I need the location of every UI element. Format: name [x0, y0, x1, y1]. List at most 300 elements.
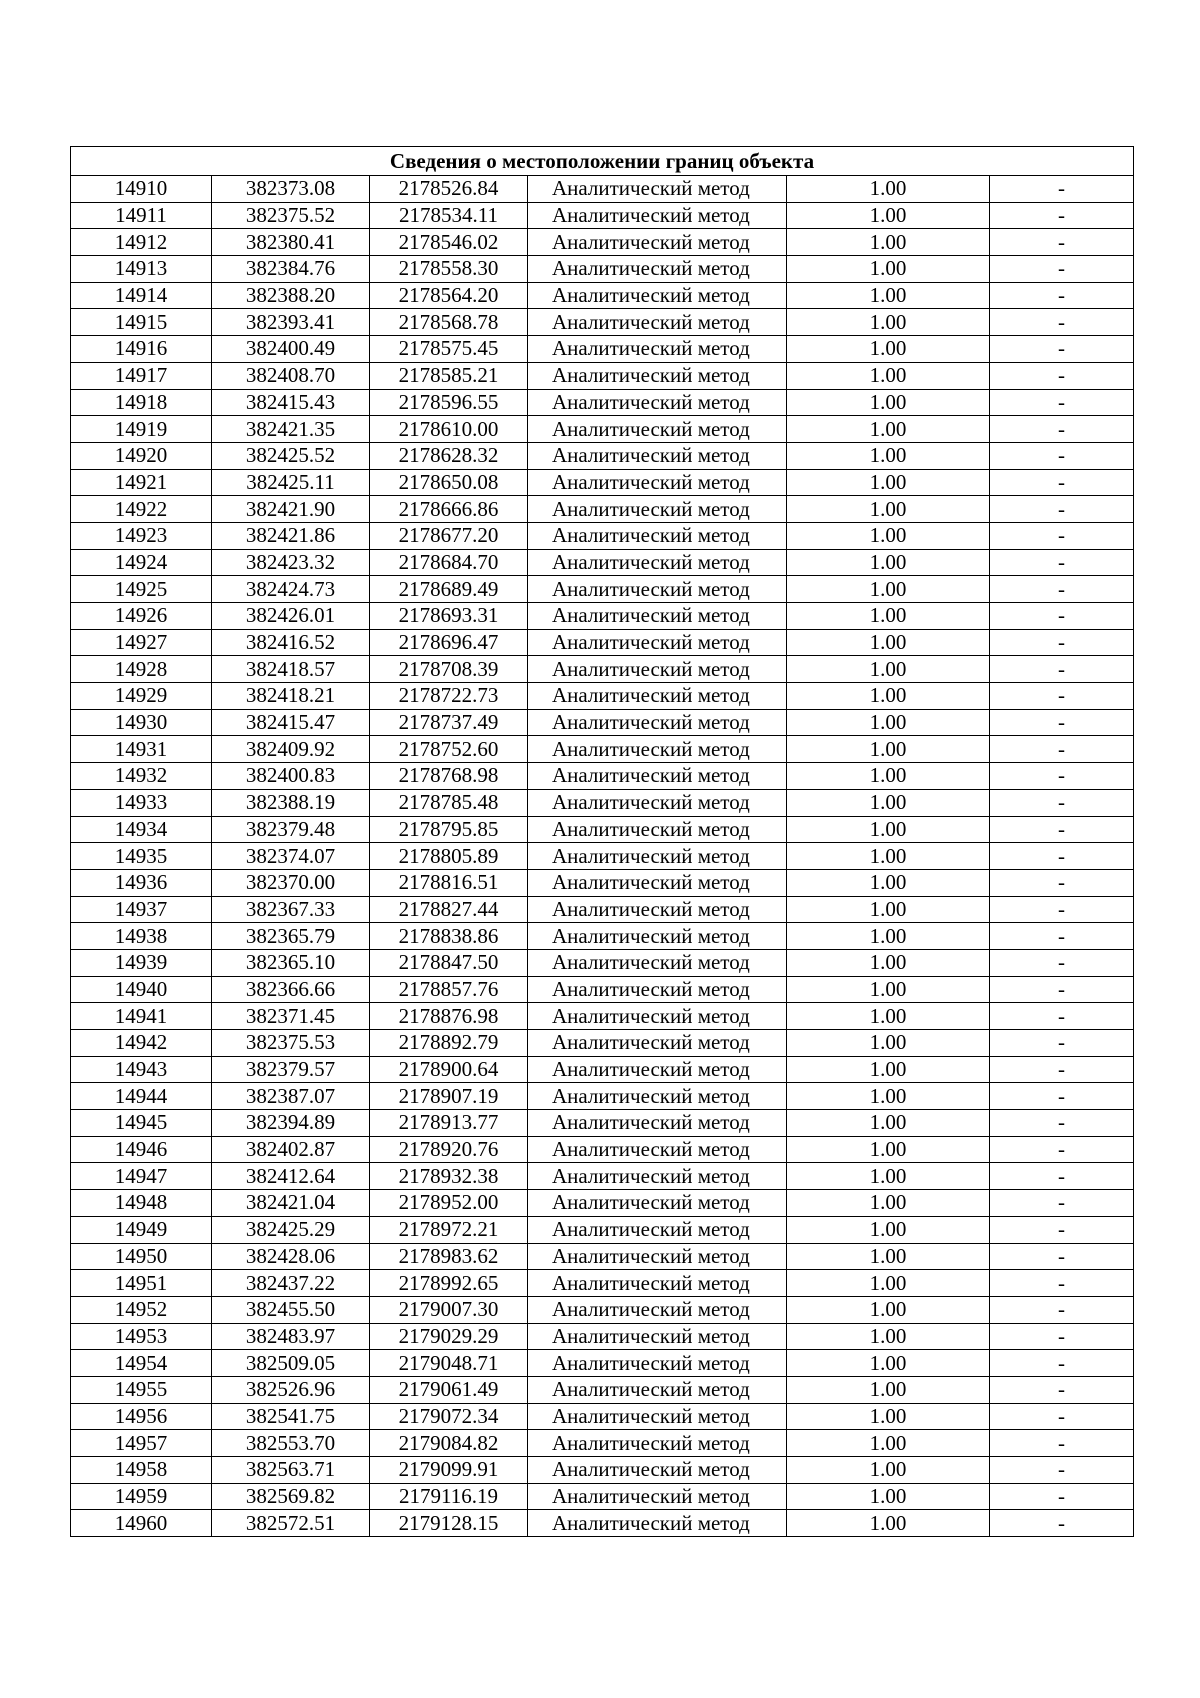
table-row	[71, 202, 1134, 229]
cell-y-coordinate: 2179099.91	[370, 1457, 528, 1484]
cell-y-coordinate: 2178568.78	[370, 309, 528, 336]
cell-point-number: 14915	[71, 309, 212, 336]
cell-x-coordinate: 382455.50	[212, 1296, 370, 1323]
cell-y-coordinate: 2179007.30	[370, 1296, 528, 1323]
cell-method: Аналитический метод	[528, 1083, 787, 1110]
cell-y-coordinate: 2178677.20	[370, 522, 528, 549]
cell-x-coordinate: 382400.49	[212, 336, 370, 363]
cell-description: -	[990, 1430, 1134, 1457]
table-body	[71, 147, 1134, 1537]
cell-accuracy: 1.00	[787, 709, 990, 736]
cell-y-coordinate: 2179072.34	[370, 1403, 528, 1430]
table-row	[71, 389, 1134, 416]
cell-x-coordinate: 382375.52	[212, 202, 370, 229]
cell-accuracy: 1.00	[787, 1163, 990, 1190]
table-row	[71, 1110, 1134, 1137]
cell-x-coordinate: 382569.82	[212, 1483, 370, 1510]
cell-x-coordinate: 382370.00	[212, 869, 370, 896]
cell-y-coordinate: 2179048.71	[370, 1350, 528, 1377]
cell-accuracy: 1.00	[787, 202, 990, 229]
cell-accuracy: 1.00	[787, 1003, 990, 1030]
cell-description: -	[990, 176, 1134, 203]
table-row	[71, 1083, 1134, 1110]
cell-x-coordinate: 382366.66	[212, 976, 370, 1003]
cell-y-coordinate: 2178838.86	[370, 923, 528, 950]
cell-description: -	[990, 496, 1134, 523]
cell-method: Аналитический метод	[528, 362, 787, 389]
cell-description: -	[990, 469, 1134, 496]
cell-x-coordinate: 382367.33	[212, 896, 370, 923]
cell-x-coordinate: 382526.96	[212, 1376, 370, 1403]
cell-description: -	[990, 336, 1134, 363]
cell-accuracy: 1.00	[787, 1510, 990, 1537]
cell-point-number: 14933	[71, 789, 212, 816]
cell-y-coordinate: 2178628.32	[370, 442, 528, 469]
cell-x-coordinate: 382384.76	[212, 256, 370, 283]
cell-accuracy: 1.00	[787, 1376, 990, 1403]
cell-method: Аналитический метод	[528, 549, 787, 576]
cell-y-coordinate: 2178920.76	[370, 1136, 528, 1163]
cell-x-coordinate: 382423.32	[212, 549, 370, 576]
cell-point-number: 14934	[71, 816, 212, 843]
cell-y-coordinate: 2178610.00	[370, 416, 528, 443]
cell-description: -	[990, 869, 1134, 896]
cell-accuracy: 1.00	[787, 176, 990, 203]
cell-y-coordinate: 2179061.49	[370, 1376, 528, 1403]
cell-y-coordinate: 2178558.30	[370, 256, 528, 283]
cell-accuracy: 1.00	[787, 843, 990, 870]
table-row	[71, 549, 1134, 576]
table-row	[71, 789, 1134, 816]
cell-accuracy: 1.00	[787, 309, 990, 336]
cell-description: -	[990, 816, 1134, 843]
cell-accuracy: 1.00	[787, 442, 990, 469]
cell-y-coordinate: 2178737.49	[370, 709, 528, 736]
cell-description: -	[990, 923, 1134, 950]
cell-description: -	[990, 603, 1134, 630]
cell-point-number: 14931	[71, 736, 212, 763]
cell-point-number: 14949	[71, 1216, 212, 1243]
table-row	[71, 229, 1134, 256]
cell-accuracy: 1.00	[787, 469, 990, 496]
table-row	[71, 176, 1134, 203]
table-title: Сведения о местоположении границ объекта	[71, 147, 1134, 176]
cell-description: -	[990, 549, 1134, 576]
cell-accuracy: 1.00	[787, 496, 990, 523]
cell-description: -	[990, 789, 1134, 816]
cell-y-coordinate: 2178892.79	[370, 1030, 528, 1057]
table-row	[71, 576, 1134, 603]
cell-method: Аналитический метод	[528, 1296, 787, 1323]
cell-accuracy: 1.00	[787, 656, 990, 683]
cell-y-coordinate: 2178816.51	[370, 869, 528, 896]
cell-point-number: 14958	[71, 1457, 212, 1484]
cell-accuracy: 1.00	[787, 1056, 990, 1083]
cell-accuracy: 1.00	[787, 549, 990, 576]
cell-description: -	[990, 1457, 1134, 1484]
table-row	[71, 1190, 1134, 1217]
cell-description: -	[990, 896, 1134, 923]
cell-method: Аналитический метод	[528, 949, 787, 976]
cell-method: Аналитический метод	[528, 1243, 787, 1270]
cell-y-coordinate: 2178847.50	[370, 949, 528, 976]
cell-point-number: 14919	[71, 416, 212, 443]
table-row	[71, 416, 1134, 443]
cell-point-number: 14921	[71, 469, 212, 496]
cell-method: Аналитический метод	[528, 389, 787, 416]
cell-description: -	[990, 1376, 1134, 1403]
cell-description: -	[990, 629, 1134, 656]
cell-description: -	[990, 656, 1134, 683]
cell-description: -	[990, 1136, 1134, 1163]
table-row	[71, 1296, 1134, 1323]
cell-description: -	[990, 362, 1134, 389]
cell-y-coordinate: 2178526.84	[370, 176, 528, 203]
cell-x-coordinate: 382400.83	[212, 763, 370, 790]
cell-point-number: 14944	[71, 1083, 212, 1110]
cell-y-coordinate: 2178992.65	[370, 1270, 528, 1297]
cell-description: -	[990, 1483, 1134, 1510]
cell-x-coordinate: 382393.41	[212, 309, 370, 336]
cell-y-coordinate: 2178900.64	[370, 1056, 528, 1083]
cell-method: Аналитический метод	[528, 1270, 787, 1297]
table-row	[71, 309, 1134, 336]
cell-description: -	[990, 522, 1134, 549]
cell-accuracy: 1.00	[787, 1110, 990, 1137]
cell-method: Аналитический метод	[528, 869, 787, 896]
cell-x-coordinate: 382412.64	[212, 1163, 370, 1190]
cell-description: -	[990, 1296, 1134, 1323]
cell-accuracy: 1.00	[787, 1083, 990, 1110]
cell-description: -	[990, 976, 1134, 1003]
cell-point-number: 14914	[71, 282, 212, 309]
cell-x-coordinate: 382421.35	[212, 416, 370, 443]
cell-description: -	[990, 736, 1134, 763]
cell-point-number: 14951	[71, 1270, 212, 1297]
cell-method: Аналитический метод	[528, 923, 787, 950]
cell-accuracy: 1.00	[787, 1030, 990, 1057]
cell-x-coordinate: 382416.52	[212, 629, 370, 656]
cell-y-coordinate: 2178708.39	[370, 656, 528, 683]
cell-description: -	[990, 1003, 1134, 1030]
table-row	[71, 1430, 1134, 1457]
cell-x-coordinate: 382421.86	[212, 522, 370, 549]
cell-method: Аналитический метод	[528, 763, 787, 790]
cell-point-number: 14926	[71, 603, 212, 630]
cell-point-number: 14955	[71, 1376, 212, 1403]
cell-x-coordinate: 382409.92	[212, 736, 370, 763]
cell-y-coordinate: 2178666.86	[370, 496, 528, 523]
cell-accuracy: 1.00	[787, 923, 990, 950]
table-row	[71, 1003, 1134, 1030]
cell-description: -	[990, 1163, 1134, 1190]
cell-method: Аналитический метод	[528, 603, 787, 630]
cell-accuracy: 1.00	[787, 736, 990, 763]
cell-point-number: 14940	[71, 976, 212, 1003]
cell-point-number: 14938	[71, 923, 212, 950]
cell-accuracy: 1.00	[787, 976, 990, 1003]
cell-method: Аналитический метод	[528, 709, 787, 736]
cell-y-coordinate: 2179084.82	[370, 1430, 528, 1457]
cell-description: -	[990, 709, 1134, 736]
cell-description: -	[990, 949, 1134, 976]
cell-method: Аналитический метод	[528, 496, 787, 523]
table-row	[71, 709, 1134, 736]
cell-point-number: 14912	[71, 229, 212, 256]
cell-x-coordinate: 382428.06	[212, 1243, 370, 1270]
table-row	[71, 282, 1134, 309]
cell-accuracy: 1.00	[787, 1136, 990, 1163]
cell-x-coordinate: 382388.20	[212, 282, 370, 309]
table-row	[71, 1056, 1134, 1083]
cell-y-coordinate: 2178650.08	[370, 469, 528, 496]
cell-description: -	[990, 576, 1134, 603]
table-row	[71, 1457, 1134, 1484]
cell-point-number: 14927	[71, 629, 212, 656]
cell-x-coordinate: 382425.11	[212, 469, 370, 496]
table-row	[71, 736, 1134, 763]
cell-y-coordinate: 2178696.47	[370, 629, 528, 656]
table-row	[71, 656, 1134, 683]
cell-x-coordinate: 382387.07	[212, 1083, 370, 1110]
cell-accuracy: 1.00	[787, 1296, 990, 1323]
table-row	[71, 1323, 1134, 1350]
cell-y-coordinate: 2178983.62	[370, 1243, 528, 1270]
cell-description: -	[990, 1270, 1134, 1297]
cell-y-coordinate: 2178564.20	[370, 282, 528, 309]
cell-y-coordinate: 2178596.55	[370, 389, 528, 416]
table-row	[71, 256, 1134, 283]
cell-x-coordinate: 382553.70	[212, 1430, 370, 1457]
cell-point-number: 14942	[71, 1030, 212, 1057]
cell-x-coordinate: 382402.87	[212, 1136, 370, 1163]
table-row	[71, 496, 1134, 523]
cell-x-coordinate: 382373.08	[212, 176, 370, 203]
cell-method: Аналитический метод	[528, 789, 787, 816]
cell-point-number: 14917	[71, 362, 212, 389]
cell-description: -	[990, 763, 1134, 790]
cell-method: Аналитический метод	[528, 576, 787, 603]
cell-x-coordinate: 382375.53	[212, 1030, 370, 1057]
cell-y-coordinate: 2178585.21	[370, 362, 528, 389]
table-row	[71, 763, 1134, 790]
cell-method: Аналитический метод	[528, 202, 787, 229]
cell-y-coordinate: 2178752.60	[370, 736, 528, 763]
cell-description: -	[990, 843, 1134, 870]
cell-y-coordinate: 2178575.45	[370, 336, 528, 363]
cell-method: Аналитический метод	[528, 976, 787, 1003]
cell-description: -	[990, 1350, 1134, 1377]
table-row	[71, 923, 1134, 950]
cell-accuracy: 1.00	[787, 282, 990, 309]
cell-x-coordinate: 382371.45	[212, 1003, 370, 1030]
cell-x-coordinate: 382415.43	[212, 389, 370, 416]
cell-point-number: 14922	[71, 496, 212, 523]
cell-y-coordinate: 2179116.19	[370, 1483, 528, 1510]
cell-description: -	[990, 1030, 1134, 1057]
cell-point-number: 14956	[71, 1403, 212, 1430]
table-row	[71, 603, 1134, 630]
table-row	[71, 469, 1134, 496]
cell-accuracy: 1.00	[787, 1323, 990, 1350]
cell-point-number: 14957	[71, 1430, 212, 1457]
cell-y-coordinate: 2178785.48	[370, 789, 528, 816]
cell-y-coordinate: 2178805.89	[370, 843, 528, 870]
cell-accuracy: 1.00	[787, 1216, 990, 1243]
cell-method: Аналитический метод	[528, 282, 787, 309]
cell-description: -	[990, 309, 1134, 336]
document-page	[70, 146, 1133, 1537]
cell-point-number: 14943	[71, 1056, 212, 1083]
cell-x-coordinate: 382388.19	[212, 789, 370, 816]
cell-y-coordinate: 2178768.98	[370, 763, 528, 790]
cell-description: -	[990, 1323, 1134, 1350]
cell-point-number: 14920	[71, 442, 212, 469]
table-row	[71, 1270, 1134, 1297]
cell-description: -	[990, 256, 1134, 283]
cell-accuracy: 1.00	[787, 683, 990, 710]
cell-description: -	[990, 1083, 1134, 1110]
cell-description: -	[990, 389, 1134, 416]
cell-y-coordinate: 2178534.11	[370, 202, 528, 229]
cell-point-number: 14932	[71, 763, 212, 790]
cell-y-coordinate: 2179029.29	[370, 1323, 528, 1350]
cell-accuracy: 1.00	[787, 576, 990, 603]
cell-description: -	[990, 1403, 1134, 1430]
cell-accuracy: 1.00	[787, 949, 990, 976]
cell-y-coordinate: 2178546.02	[370, 229, 528, 256]
cell-method: Аналитический метод	[528, 256, 787, 283]
cell-accuracy: 1.00	[787, 1190, 990, 1217]
cell-x-coordinate: 382365.10	[212, 949, 370, 976]
cell-point-number: 14937	[71, 896, 212, 923]
cell-point-number: 14935	[71, 843, 212, 870]
cell-point-number: 14936	[71, 869, 212, 896]
table-row	[71, 949, 1134, 976]
table-row	[71, 1030, 1134, 1057]
cell-description: -	[990, 1243, 1134, 1270]
cell-accuracy: 1.00	[787, 763, 990, 790]
table-row	[71, 1216, 1134, 1243]
cell-point-number: 14918	[71, 389, 212, 416]
cell-method: Аналитический метод	[528, 683, 787, 710]
cell-x-coordinate: 382418.57	[212, 656, 370, 683]
boundary-coordinates-table	[70, 146, 1134, 1537]
cell-x-coordinate: 382380.41	[212, 229, 370, 256]
cell-method: Аналитический метод	[528, 1216, 787, 1243]
cell-x-coordinate: 382437.22	[212, 1270, 370, 1297]
table-row	[71, 1510, 1134, 1537]
cell-description: -	[990, 1190, 1134, 1217]
cell-x-coordinate: 382509.05	[212, 1350, 370, 1377]
table-row	[71, 683, 1134, 710]
cell-accuracy: 1.00	[787, 629, 990, 656]
cell-x-coordinate: 382379.57	[212, 1056, 370, 1083]
cell-point-number: 14953	[71, 1323, 212, 1350]
cell-method: Аналитический метод	[528, 1190, 787, 1217]
cell-y-coordinate: 2178827.44	[370, 896, 528, 923]
cell-description: -	[990, 1110, 1134, 1137]
cell-description: -	[990, 1216, 1134, 1243]
cell-point-number: 14930	[71, 709, 212, 736]
cell-accuracy: 1.00	[787, 789, 990, 816]
cell-method: Аналитический метод	[528, 469, 787, 496]
cell-point-number: 14948	[71, 1190, 212, 1217]
table-row	[71, 362, 1134, 389]
cell-y-coordinate: 2178932.38	[370, 1163, 528, 1190]
cell-accuracy: 1.00	[787, 869, 990, 896]
cell-point-number: 14941	[71, 1003, 212, 1030]
cell-point-number: 14959	[71, 1483, 212, 1510]
table-row	[71, 442, 1134, 469]
cell-accuracy: 1.00	[787, 522, 990, 549]
cell-point-number: 14950	[71, 1243, 212, 1270]
cell-x-coordinate: 382425.29	[212, 1216, 370, 1243]
cell-y-coordinate: 2178907.19	[370, 1083, 528, 1110]
cell-accuracy: 1.00	[787, 1457, 990, 1484]
cell-description: -	[990, 683, 1134, 710]
cell-x-coordinate: 382425.52	[212, 442, 370, 469]
cell-description: -	[990, 229, 1134, 256]
cell-point-number: 14916	[71, 336, 212, 363]
cell-description: -	[990, 416, 1134, 443]
cell-accuracy: 1.00	[787, 1270, 990, 1297]
cell-y-coordinate: 2178913.77	[370, 1110, 528, 1137]
cell-method: Аналитический метод	[528, 1110, 787, 1137]
cell-x-coordinate: 382394.89	[212, 1110, 370, 1137]
cell-method: Аналитический метод	[528, 1483, 787, 1510]
cell-point-number: 14928	[71, 656, 212, 683]
cell-method: Аналитический метод	[528, 1510, 787, 1537]
cell-method: Аналитический метод	[528, 1350, 787, 1377]
cell-point-number: 14954	[71, 1350, 212, 1377]
cell-method: Аналитический метод	[528, 1376, 787, 1403]
cell-method: Аналитический метод	[528, 816, 787, 843]
table-row	[71, 336, 1134, 363]
cell-x-coordinate: 382483.97	[212, 1323, 370, 1350]
cell-accuracy: 1.00	[787, 229, 990, 256]
cell-point-number: 14929	[71, 683, 212, 710]
cell-point-number: 14946	[71, 1136, 212, 1163]
cell-point-number: 14911	[71, 202, 212, 229]
cell-method: Аналитический метод	[528, 1457, 787, 1484]
cell-accuracy: 1.00	[787, 1350, 990, 1377]
cell-y-coordinate: 2178689.49	[370, 576, 528, 603]
table-row	[71, 843, 1134, 870]
cell-method: Аналитический метод	[528, 442, 787, 469]
cell-accuracy: 1.00	[787, 389, 990, 416]
cell-method: Аналитический метод	[528, 1056, 787, 1083]
table-row	[71, 1376, 1134, 1403]
cell-x-coordinate: 382426.01	[212, 603, 370, 630]
cell-method: Аналитический метод	[528, 656, 787, 683]
cell-description: -	[990, 202, 1134, 229]
cell-method: Аналитический метод	[528, 1403, 787, 1430]
cell-accuracy: 1.00	[787, 362, 990, 389]
cell-accuracy: 1.00	[787, 1430, 990, 1457]
cell-accuracy: 1.00	[787, 1403, 990, 1430]
cell-y-coordinate: 2178684.70	[370, 549, 528, 576]
cell-y-coordinate: 2178722.73	[370, 683, 528, 710]
cell-method: Аналитический метод	[528, 736, 787, 763]
cell-accuracy: 1.00	[787, 603, 990, 630]
cell-x-coordinate: 382421.90	[212, 496, 370, 523]
table-row	[71, 816, 1134, 843]
cell-x-coordinate: 382541.75	[212, 1403, 370, 1430]
cell-point-number: 14925	[71, 576, 212, 603]
table-row	[71, 1163, 1134, 1190]
cell-x-coordinate: 382379.48	[212, 816, 370, 843]
